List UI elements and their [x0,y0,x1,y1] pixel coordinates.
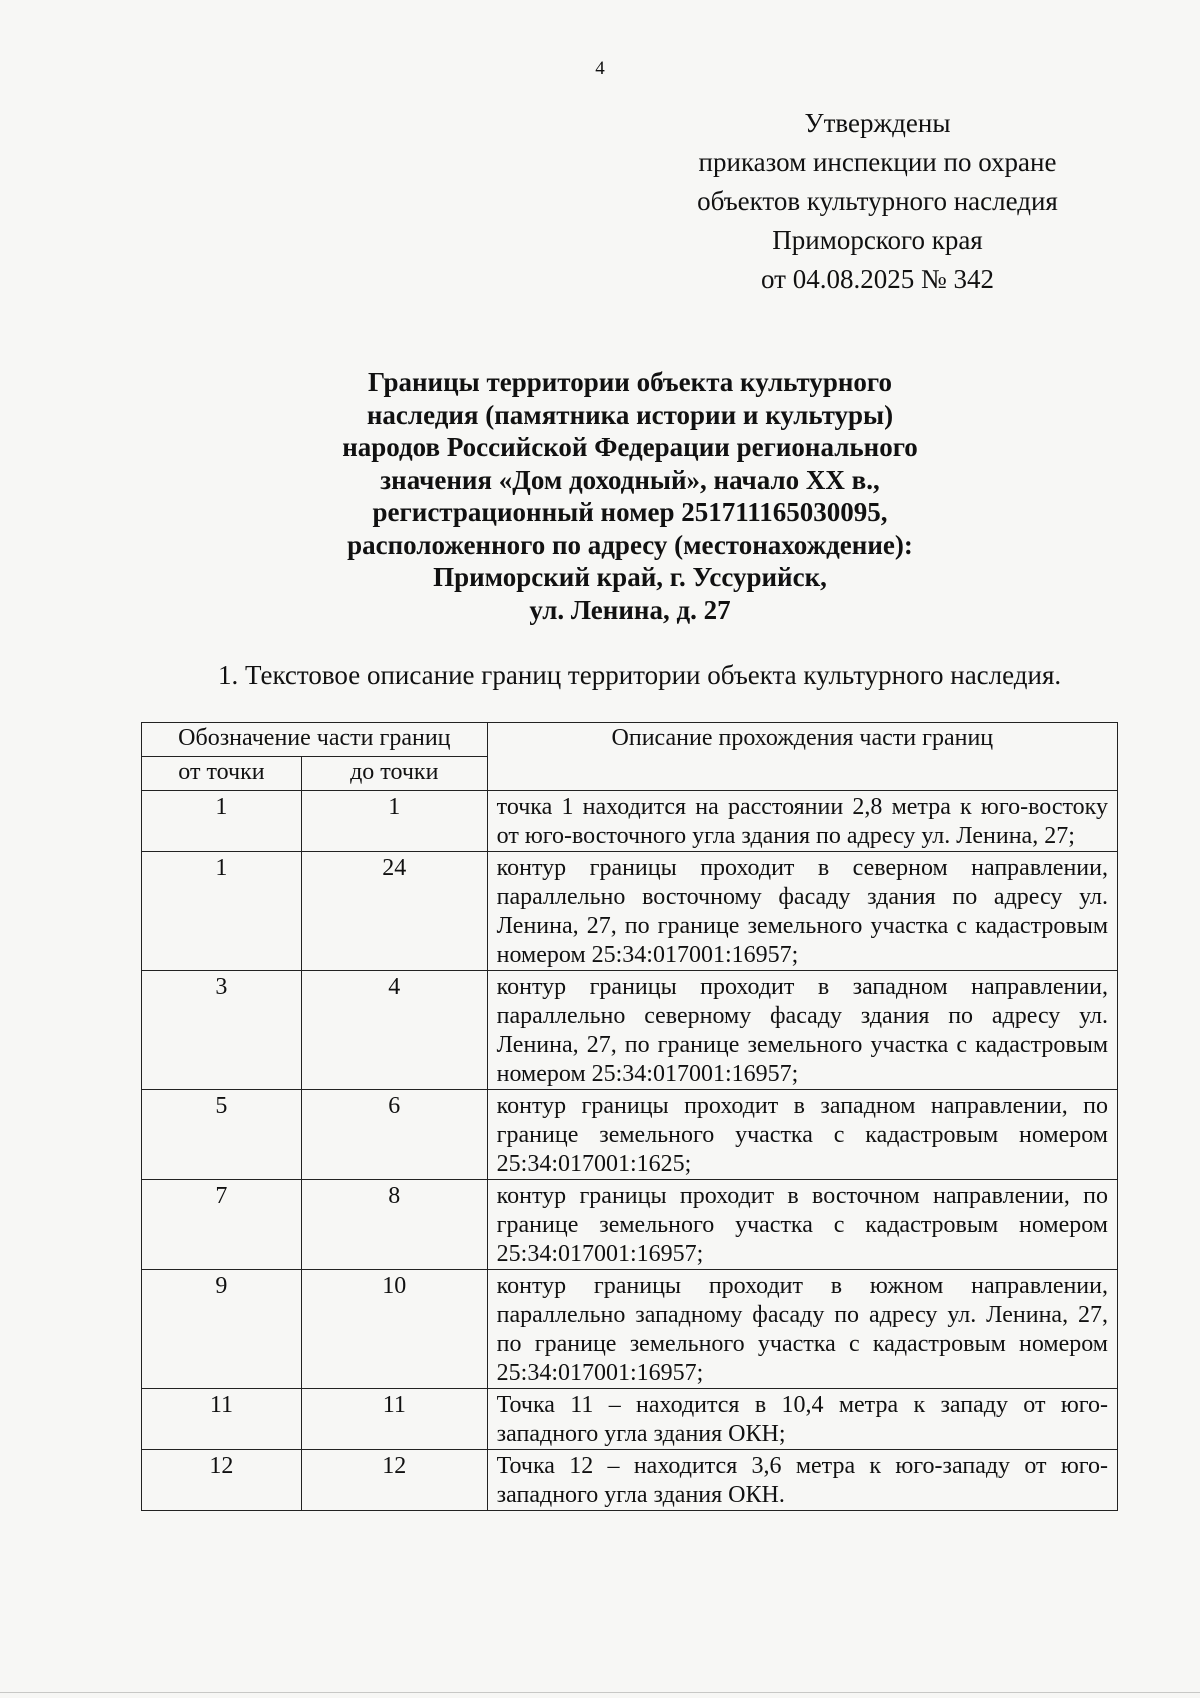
cell-to: 10 [301,1270,487,1389]
cell-to: 24 [301,852,487,971]
cell-description: контур границы проходит в южном направлении, параллельно западному фасаду по адресу ул. Ленина, 27, по границе земельного участка с кадастровым номером 25:34:017001:16957; [487,1270,1117,1389]
cell-from: 7 [142,1180,302,1270]
cell-description: контур границы проходит в западном направлении, параллельно северному фасаду здания по адресу ул. Ленина, 27, по границе земельного участка с кадастровым номером 25:34:017001:16957; [487,971,1117,1090]
header-description: Описание прохождения части границ [487,723,1117,791]
table-row [142,1180,1118,1270]
cell-from: 3 [142,971,302,1090]
cell-to: 12 [301,1450,487,1511]
approval-line: Утверждены [804,108,951,138]
cell-from: 5 [142,1090,302,1180]
section-heading: 1. Текстовое описание границ территории объекта культурного наследия. [218,660,1062,690]
table-row [142,791,1118,852]
cell-to: 6 [301,1090,487,1180]
cell-description: Точка 11 – находится в 10,4 метра к западу от юго-западного угла здания ОКН; [487,1389,1117,1450]
cell-description: контур границы проходит в восточном направлении, по границе земельного участка с кадастровым номером 25:34:017001:16957; [487,1180,1117,1270]
title-line: регистрационный номер 251711165030095, [372,497,888,527]
approval-line: Приморского края [772,225,983,255]
cell-from: 1 [142,791,302,852]
table-row [142,971,1118,1090]
cell-from: 9 [142,1270,302,1389]
table-row [142,852,1118,971]
page-bottom-edge [0,1692,1200,1693]
cell-description: точка 1 находится на расстоянии 2,8 метра к юго-востоку от юго-восточного угла здания по адресу ул. Ленина, 27; [487,791,1117,852]
cell-description: контур границы проходит в западном направлении, по границе земельного участка с кадастровым номером 25:34:017001:1625; [487,1090,1117,1180]
table-row [142,1389,1118,1450]
cell-to: 4 [301,971,487,1090]
cell-from: 11 [142,1389,302,1450]
cell-to: 1 [301,791,487,852]
title-line: Приморский край, г. Уссурийск, [433,562,827,592]
title-line: наследия (памятника истории и культуры) [366,399,894,430]
cell-to: 8 [301,1180,487,1270]
title-line: народов Российской Федерации регионального [342,432,918,462]
page-number: 4 [595,58,605,79]
approval-line: объектов культурного наследия [697,186,1058,216]
table-row [142,1450,1118,1511]
boundaries-table [141,722,1118,1511]
approval-line: от 04.08.2025 № 342 [761,264,994,294]
cell-from: 1 [142,852,302,971]
title-line: значения «Дом доходный», начало XX в., [380,464,880,495]
table-row [142,1090,1118,1180]
table-row [142,1270,1118,1389]
cell-description: Точка 12 – находится 3,6 метра к юго-западу от юго-западного угла здания ОКН. [487,1450,1117,1511]
title-line: Границы территории объекта культурного [367,367,893,397]
header-from-point: от точки [142,757,302,791]
cell-description: контур границы проходит в северном направлении, параллельно восточному фасаду здания по адресу ул. Ленина, 27, по границе земельного участка с кадастровым номером 25:34:017001:16957; [487,852,1117,971]
cell-to: 11 [301,1389,487,1450]
approval-block [640,104,1115,299]
approval-line: приказом инспекции по охране [698,147,1057,177]
table-header-row [142,723,1118,757]
header-boundary-part: Обозначение части границ [142,723,488,757]
title-line: расположенного по адресу (местонахождение): [347,529,913,560]
cell-from: 12 [142,1450,302,1511]
title-line: ул. Ленина, д. 27 [529,594,731,625]
document-title [300,366,960,626]
header-to-point: до точки [301,757,487,791]
